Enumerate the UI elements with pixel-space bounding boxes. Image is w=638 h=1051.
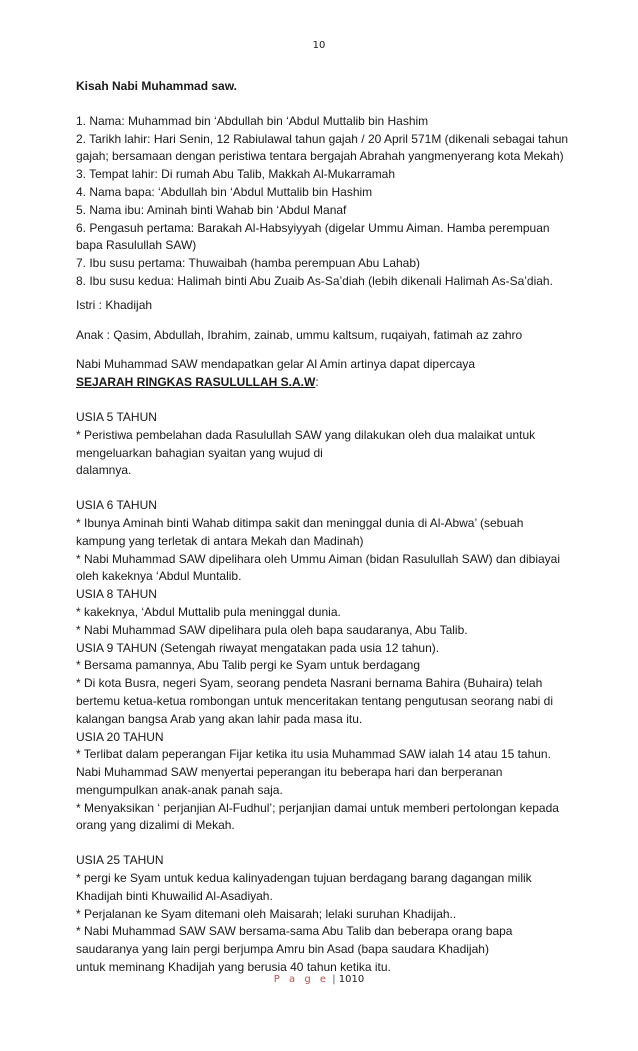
header-page-number: 10 — [312, 40, 326, 51]
section-line: USIA 20 TAHUN — [76, 729, 164, 744]
section-line: oleh kakeknya ‘Abdul Muntalib. — [76, 569, 242, 584]
section-line: USIA 8 TAHUN — [76, 587, 157, 602]
section-line: * Di kota Busra, negeri Syam, seorang pendeta Nasrani bernama Bahira (Buhaira) telah — [76, 676, 543, 691]
section-line: mengumpulkan anak-anak panah saja. — [76, 782, 283, 797]
gelar-line: Nabi Muhammad SAW mendapatkan gelar Al Amin artinya dapat dipercaya — [76, 357, 476, 372]
anak-line: Anak : Qasim, Abdullah, Ibrahim, zainab, ummu kaltsum, ruqaiyah, fatimah az zahro — [76, 327, 523, 342]
section-usia-5 — [76, 409, 606, 480]
section-line: * Ibunya Aminah binti Wahab ditimpa sakit dan meninggal dunia di Al-Abwa’ (sebuah — [76, 515, 524, 530]
sejarah-heading: SEJARAH RINGKAS RASULULLAH S.A.W — [76, 375, 316, 390]
profile-line: 2. Tarikh lahir: Hari Senin, 12 Rabiulawal tahun gajah / 20 April 571M (dikenali sebagai tahun — [76, 131, 569, 146]
section-line: * pergi ke Syam untuk kedua kalinyadengan tujuan berdagang barang dagangan milik — [76, 871, 532, 886]
section-line: * Nabi Muhammad SAW dipelihara pula oleh bapa saudaranya, Abu Talib. — [76, 622, 468, 637]
section-line: USIA 9 TAHUN (Setengah riwayat mengatakan pada usia 12 tahun). — [76, 640, 440, 655]
profile-list — [76, 113, 606, 291]
profile-line: 5. Nama ibu: Aminah binti Wahab bin ‘Abdul Manaf — [76, 202, 347, 217]
section-line: bertemu ketua-ketua rombongan untuk menceritakan tentang pengutusan seorang nabi di — [76, 693, 553, 708]
profile-line: bapa Rasulullah SAW) — [76, 238, 197, 253]
profile-line: 8. Ibu susu kedua: Halimah binti Abu Zuaib As-Sa’diah (lebih dikenali Halimah As-Sa’diah. — [76, 273, 553, 288]
section-line: * Peristiwa pembelahan dada Rasulullah SAW yang dilakukan oleh dua malaikat untuk — [76, 427, 536, 442]
profile-line: 7. Ibu susu pertama: Thuwaibah (hamba perempuan Abu Lahab) — [76, 256, 421, 271]
document-title: Kisah Nabi Muhammad saw. — [76, 79, 237, 93]
section-line: * Nabi Muhammad SAW SAW bersama-sama Abu Talib dan beberapa orang bapa — [76, 924, 513, 939]
section-usia-6-20 — [76, 497, 606, 835]
section-line: orang yang dizalimi di Mekah. — [76, 818, 235, 833]
footer-page-value: 1010 — [338, 974, 365, 985]
section-line: * Nabi Muhammad SAW dipelihara oleh Ummu Aiman (bidan Rasulullah SAW) dan dibiayai — [76, 551, 561, 566]
section-line: untuk meminang Khadijah yang berusia 40 tahun ketika itu. — [76, 960, 391, 975]
section-line: * Terlibat dalam peperangan Fijar ketika itu usia Muhammad SAW ialah 14 atau 15 tahun. — [76, 747, 551, 762]
profile-line: 6. Pengasuh pertama: Barakah Al-Habsyiyyah (digelar Ummu Aiman. Hamba perempuan — [76, 220, 550, 235]
istri-line: Istri : Khadijah — [76, 297, 153, 312]
section-line: kampung yang terletak di antara Mekah dan Madinah) — [76, 533, 364, 548]
footer-separator: | — [332, 974, 336, 985]
section-line: * kakeknya, ‘Abdul Muttalib pula meninggal dunia. — [76, 604, 341, 619]
section-usia-25 — [76, 852, 606, 977]
footer-page-label: P a g e — [273, 974, 329, 985]
section-line: saudaranya yang lain pergi berjumpa Amru bin Asad (bapa saudara Khadijah) — [76, 942, 489, 957]
section-line: Nabi Muhammad SAW menyertai peperangan itu beberapa hari dan berperanan — [76, 765, 503, 780]
section-line: dalamnya. — [76, 463, 132, 478]
section-line: kalangan bangsa Arab yang akan lahir pada masa itu. — [76, 711, 363, 726]
profile-line: 1. Nama: Muhammad bin ‘Abdullah bin ‘Abdul Muttalib bin Hashim — [76, 113, 429, 128]
section-line: mengeluarkan bahagian syaitan yang wujud di — [76, 445, 323, 460]
profile-line: 3. Tempat lahir: Di rumah Abu Talib, Makkah Al-Mukarramah — [76, 167, 396, 182]
document-body — [76, 78, 606, 977]
section-line: * Bersama pamannya, Abu Talib pergi ke Syam untuk berdagang — [76, 658, 420, 673]
section-line: Khadijah binti Khuwailid Al-Asadiyah. — [76, 888, 273, 903]
section-line: USIA 25 TAHUN — [76, 853, 164, 868]
section-line: * Menyaksikan ‘ perjanjian Al-Fudhul’; perjanjian damai untuk memberi pertolongan kepada — [76, 800, 559, 815]
section-line: USIA 6 TAHUN — [76, 498, 157, 513]
profile-line: 4. Nama bapa: ‘Abdullah bin ‘Abdul Muttalib bin Hashim — [76, 184, 373, 199]
sejarah-heading-line — [76, 374, 606, 392]
page-footer — [0, 974, 638, 985]
sejarah-colon: : — [315, 375, 319, 390]
profile-line: gajah; bersamaan dengan peristiwa tentara bergajah Abrahah yangmenyerang kota Mekah) — [76, 149, 564, 164]
section-line: * Perjalanan ke Syam ditemani oleh Maisarah; lelaki suruhan Khadijah.. — [76, 906, 457, 921]
section-line: USIA 5 TAHUN — [76, 409, 157, 424]
